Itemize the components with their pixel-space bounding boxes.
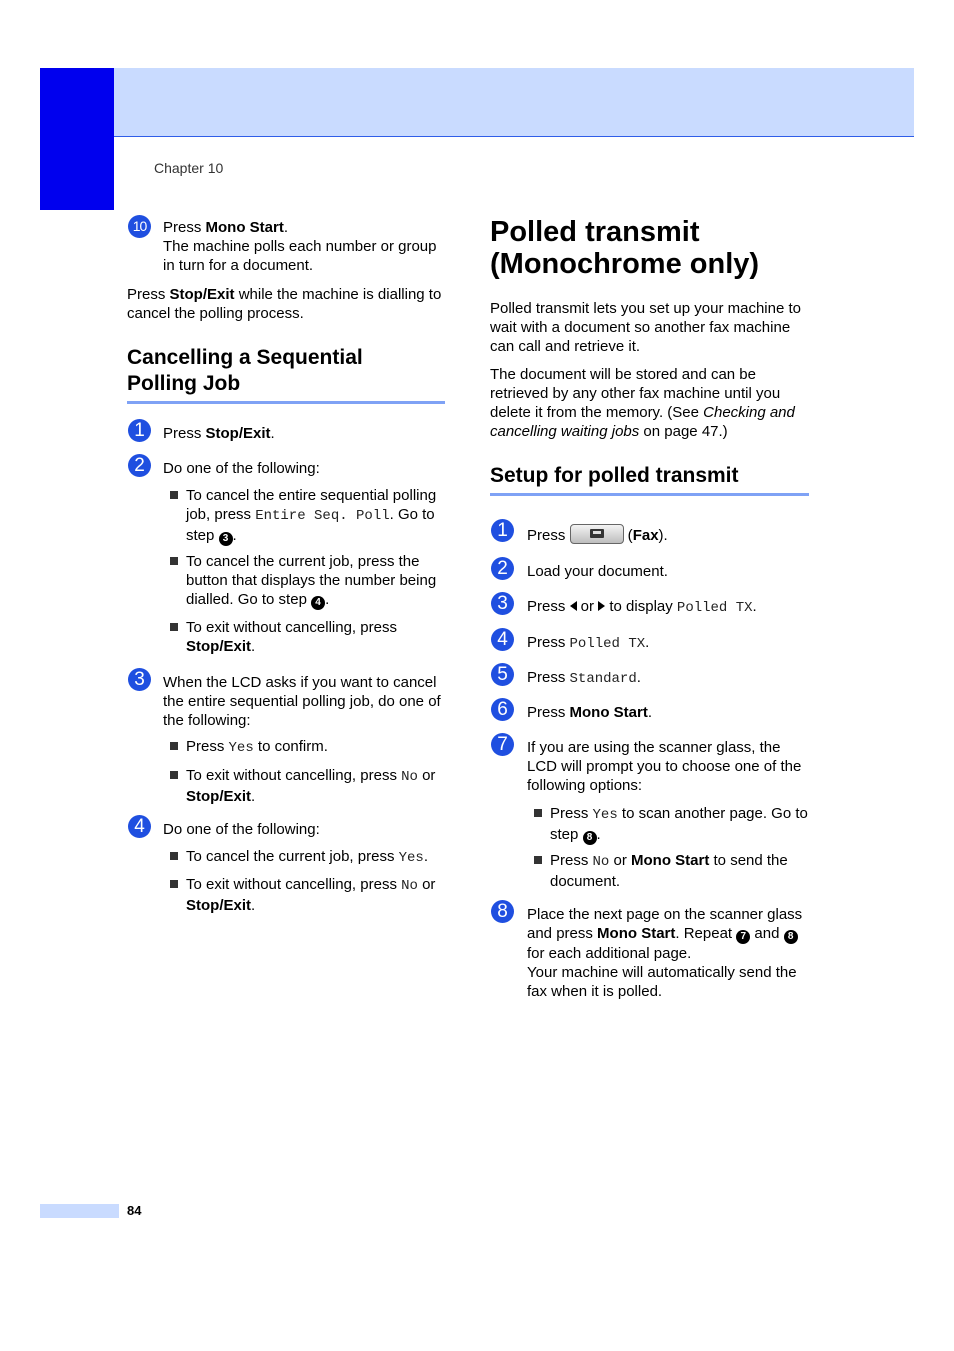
setup-step-7-bullet-1: Press Yes to scan another page. Go to step 8 . <box>550 805 808 843</box>
step-number-2: 2 <box>128 454 151 477</box>
chapter-label: Chapter 10 <box>154 160 224 176</box>
step-3-bullet-2: To exit without cancelling, press No or Stop/Exit. <box>186 767 436 805</box>
step-number-1: 1 <box>491 519 514 542</box>
bullet-marker <box>170 742 178 750</box>
step-3-text: When the LCD asks if you want to cancel the entire sequential polling job, do one of the following: <box>163 674 441 729</box>
step-number-4: 4 <box>128 815 151 838</box>
section-title-cancelling: Cancelling a Sequential Polling Job <box>127 346 363 395</box>
left-arrow-icon <box>570 601 577 611</box>
step-number-5: 5 <box>491 663 514 686</box>
setup-step-8-text: Place the next page on the scanner glass and press Mono Start. Repeat 7 and 8 for each additional page. Your machine will automatically send the fax when it is polled. <box>527 906 803 1000</box>
step-4-bullet-1: To cancel the current job, press Yes. <box>186 848 428 866</box>
step-ref-8: 8 <box>784 930 798 944</box>
section-rule-left <box>127 401 445 404</box>
step-number-3: 3 <box>491 592 514 615</box>
step-2-bullet-2: To cancel the current job, press the button that displays the number being dialled. Go to step 4 . <box>186 553 437 608</box>
page-title: Polled transmit (Monochrome only) <box>490 216 760 280</box>
step-number-7: 7 <box>491 733 514 756</box>
setup-step-4-text: Press Polled TX. <box>527 634 650 652</box>
step-number-2: 2 <box>491 557 514 580</box>
fax-button-icon <box>570 524 624 544</box>
step-3-bullet-1: Press Yes to confirm. <box>186 738 328 756</box>
step-4-bullet-2: To exit without cancelling, press No or Stop/Exit. <box>186 876 436 914</box>
intro-paragraph-1: Polled transmit lets you set up your machine to wait with a document so another fax machine can call and retrieve it. <box>490 300 801 355</box>
page-number: 84 <box>127 1203 142 1218</box>
bullet-marker <box>170 880 178 888</box>
step-10-text: Press Mono Start. The machine polls each number or group in turn for a document. <box>163 219 437 274</box>
intro-paragraph-2: The document will be stored and can be retrieved by any other fax machine until you delete it from the memory. (See Checking and cancelling waiting jobs on page 47.) <box>490 366 795 440</box>
step-ref-4: 4 <box>311 596 325 610</box>
bullet-marker <box>170 557 178 565</box>
section-rule-right <box>490 493 809 496</box>
bullet-marker <box>534 856 542 864</box>
setup-step-7-bullet-2: Press No or Mono Start to send the document. <box>550 852 788 890</box>
bullet-marker <box>170 771 178 779</box>
bullet-marker <box>170 623 178 631</box>
step-4-text: Do one of the following: <box>163 821 320 838</box>
bullet-marker <box>170 852 178 860</box>
step-number-3: 3 <box>128 668 151 691</box>
step-2-text: Do one of the following: <box>163 460 320 477</box>
bullet-marker <box>534 809 542 817</box>
setup-step-2-text: Load your document. <box>527 563 668 580</box>
setup-step-5-text: Press Standard. <box>527 669 641 687</box>
step-1-text: Press Stop/Exit. <box>163 425 275 442</box>
step-number-10: 10 <box>128 215 151 238</box>
setup-step-1-text: Press (Fax). <box>527 524 668 545</box>
setup-step-7-text: If you are using the scanner glass, the LCD will prompt you to choose one of the following options: <box>527 739 802 794</box>
setup-step-3-text: Press or to display Polled TX. <box>527 598 757 616</box>
step-number-1: 1 <box>128 419 151 442</box>
step-number-6: 6 <box>491 698 514 721</box>
footer-bar <box>40 1204 119 1218</box>
step-number-8: 8 <box>491 900 514 923</box>
step-2-bullet-3: To exit without cancelling, press Stop/Exit. <box>186 619 397 655</box>
cancel-note: Press Stop/Exit while the machine is dialling to cancel the polling process. <box>127 286 442 322</box>
setup-step-6-text: Press Mono Start. <box>527 704 653 721</box>
bullet-marker <box>170 491 178 499</box>
step-number-4: 4 <box>491 628 514 651</box>
header-band <box>114 68 914 137</box>
step-2-bullet-1: To cancel the entire sequential polling job, press Entire Seq. Poll. Go to step 3 . <box>186 487 437 544</box>
step-ref-3: 3 <box>219 532 233 546</box>
section-title-setup: Setup for polled transmit <box>490 464 739 487</box>
step-ref-7: 7 <box>736 930 750 944</box>
chapter-tab-block <box>40 68 114 210</box>
step-ref-8: 8 <box>583 831 597 845</box>
